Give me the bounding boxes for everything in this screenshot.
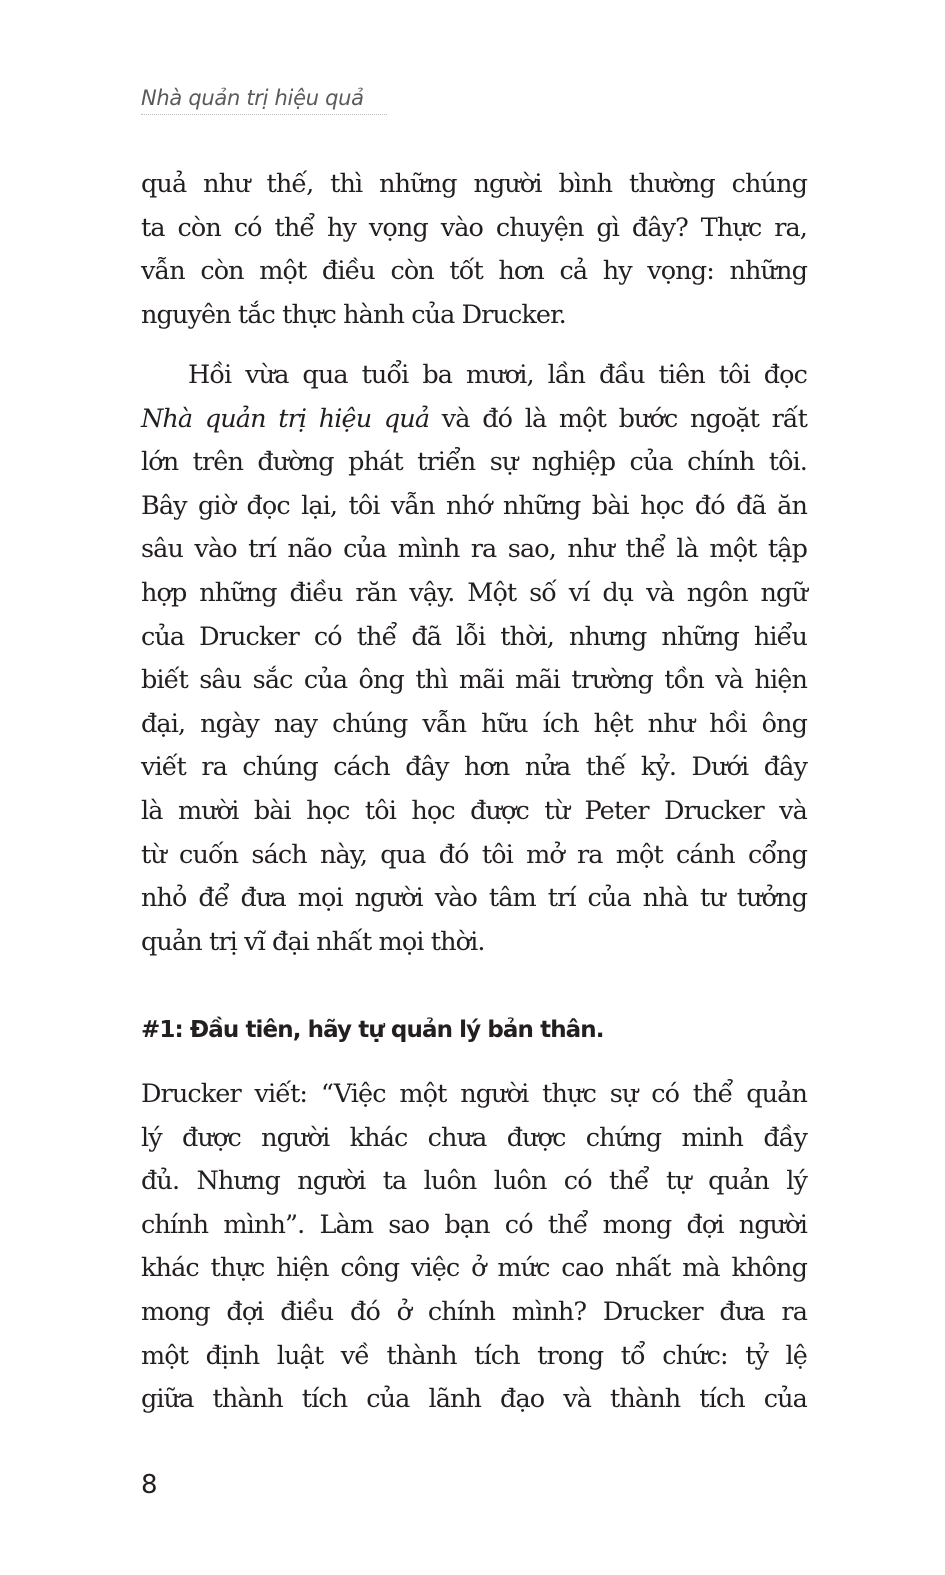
text-line: lý được người khác chưa được chứng minh đầy <box>141 1122 807 1153</box>
text-line: lớn trên đường phát triển sự nghiệp của chính tôi. <box>141 447 807 478</box>
page-number: 8 <box>141 1470 158 1500</box>
paragraph-intro <box>141 163 807 337</box>
text-line: Hồi vừa qua tuổi ba mươi, lần đầu tiên tôi đọc <box>188 360 807 390</box>
text-line: khác thực hiện công việc ở mức cao nhất mà không <box>141 1253 807 1284</box>
text-segment: và đó là một bước ngoặt rất <box>441 403 808 434</box>
text-line: mong đợi điều đó ở chính mình? Drucker đưa ra <box>141 1296 807 1327</box>
text-line: từ cuốn sách này, qua đó tôi mở ra một cánh cổng <box>141 839 807 870</box>
text-line <box>141 398 807 442</box>
section-heading: #1: Đầu tiên, hãy tự quản lý bản thân. <box>141 1017 604 1043</box>
text-line: quả như thế, thì những người bình thường chúng <box>141 169 807 199</box>
text-line: giữa thành tích của lãnh đạo và thành tích của <box>141 1384 807 1415</box>
text-line: chính mình”. Làm sao bạn có thể mong đợi người <box>141 1209 807 1240</box>
text-line: hợp những điều răn vậy. Một số ví dụ và ngôn ngữ <box>141 577 807 608</box>
text-line: viết ra chúng cách đây hơn nửa thế kỷ. Dưới đây <box>141 752 807 783</box>
text-line: nhỏ để đưa mọi người vào tâm trí của nhà tư tưởng <box>141 883 807 914</box>
book-title-italic: Nhà quản trị hiệu quả <box>141 403 430 434</box>
running-header: Nhà quản trị hiệu quả <box>141 86 387 115</box>
text-line: của Drucker có thể đã lỗi thời, nhưng những hiểu <box>141 621 807 652</box>
text-line: quản trị vĩ đại nhất mọi thời. <box>141 926 485 957</box>
text-line: ta còn có thể hy vọng vào chuyện gì đây? Thực ra, <box>141 212 807 243</box>
text-line: biết sâu sắc của ông thì mãi mãi trường tồn và hiện <box>141 665 807 696</box>
text-line: Drucker viết: “Việc một người thực sự có thể quản <box>141 1079 807 1109</box>
text-line: nguyên tắc thực hành của Drucker. <box>141 299 566 330</box>
text-line: một định luật về thành tích trong tổ chức: tỷ lệ <box>141 1340 807 1371</box>
text-line: vẫn còn một điều còn tốt hơn cả hy vọng: những <box>141 256 807 287</box>
text-line: đại, ngày nay chúng vẫn hữu ích hệt như hồi ông <box>141 708 807 739</box>
text-line: sâu vào trí não của mình ra sao, như thể là một tập <box>141 534 807 565</box>
paragraph-lesson-1 <box>141 1073 807 1422</box>
paragraph-reflection <box>141 354 807 964</box>
text-line: đủ. Nhưng người ta luôn luôn có thể tự quản lý <box>141 1166 807 1197</box>
text-line: là mười bài học tôi học được từ Peter Drucker và <box>141 795 807 826</box>
text-line: Bây giờ đọc lại, tôi vẫn nhớ những bài học đó đã ăn <box>141 490 807 521</box>
